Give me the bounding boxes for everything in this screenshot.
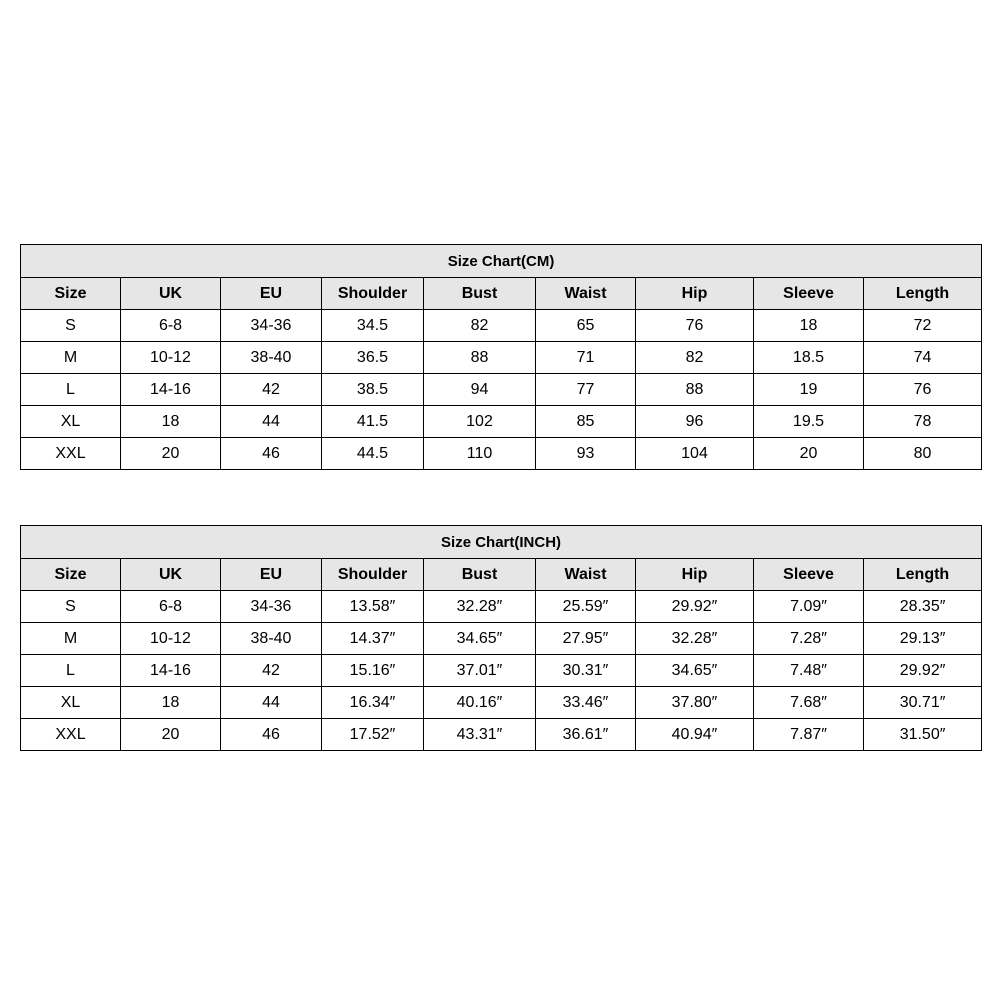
table-cell: 33.46″ [536,687,636,719]
table-cell: XL [21,687,121,719]
table-cell: 77 [536,374,636,406]
table-cell: 32.28″ [636,623,754,655]
table-cell: 110 [424,438,536,470]
table-cell: 25.59″ [536,591,636,623]
table-cell: 37.80″ [636,687,754,719]
table-cell: 34-36 [221,310,322,342]
table-cell: 41.5 [322,406,424,438]
column-header-shoulder: Shoulder [322,278,424,310]
table-row [21,655,982,687]
column-header-sleeve: Sleeve [754,278,864,310]
table-cell: 18.5 [754,342,864,374]
table-cell: 82 [636,342,754,374]
table-cell: 20 [121,438,221,470]
table-cell: XXL [21,719,121,751]
column-header-sleeve: Sleeve [754,559,864,591]
header-row [21,278,982,310]
column-header-length: Length [864,559,982,591]
column-header-hip: Hip [636,278,754,310]
column-header-eu: EU [221,559,322,591]
table-cell: 38.5 [322,374,424,406]
table-cell: 74 [864,342,982,374]
table-row [21,310,982,342]
table-cell: 18 [754,310,864,342]
table-cell: XXL [21,438,121,470]
title-row [21,245,982,278]
table-cell: 96 [636,406,754,438]
table-cell: 34.5 [322,310,424,342]
table-row [21,591,982,623]
table-row [21,623,982,655]
table-cell: 88 [636,374,754,406]
table-cell: 28.35″ [864,591,982,623]
table-cell: 29.92″ [864,655,982,687]
table-cell: 29.13″ [864,623,982,655]
table-row [21,687,982,719]
table-cell: 7.68″ [754,687,864,719]
column-header-uk: UK [121,559,221,591]
table-cell: M [21,623,121,655]
table-cell: 14-16 [121,374,221,406]
column-header-shoulder: Shoulder [322,559,424,591]
table-cell: 6-8 [121,310,221,342]
table-cell: 20 [754,438,864,470]
table-cell: 44 [221,687,322,719]
column-header-bust: Bust [424,559,536,591]
size-chart-inch-table [20,525,982,751]
table-cell: 10-12 [121,342,221,374]
table-cell: 102 [424,406,536,438]
table-cell: 43.31″ [424,719,536,751]
table-cell: 104 [636,438,754,470]
size-chart-cm-table [20,244,982,470]
table-cell: 44 [221,406,322,438]
table-cell: 65 [536,310,636,342]
table-row [21,406,982,438]
table-cell: 36.5 [322,342,424,374]
table-cell: 13.58″ [322,591,424,623]
table-cell: 37.01″ [424,655,536,687]
header-row [21,559,982,591]
column-header-size: Size [21,278,121,310]
table-cell: 31.50″ [864,719,982,751]
table-cell: 72 [864,310,982,342]
table-cell: S [21,591,121,623]
table-cell: 42 [221,374,322,406]
table-cell: 82 [424,310,536,342]
table-row [21,374,982,406]
table-cell: 7.48″ [754,655,864,687]
table-cell: 6-8 [121,591,221,623]
title-row [21,526,982,559]
table-cell: 40.94″ [636,719,754,751]
table-cell: M [21,342,121,374]
table-cell: 85 [536,406,636,438]
table-cell: XL [21,406,121,438]
table-row [21,342,982,374]
table-cell: 71 [536,342,636,374]
table-row [21,719,982,751]
table-cell: L [21,655,121,687]
table-title: Size Chart(CM) [21,245,982,278]
table-cell: 19.5 [754,406,864,438]
column-header-bust: Bust [424,278,536,310]
table-cell: 32.28″ [424,591,536,623]
table-cell: 76 [864,374,982,406]
table-cell: 38-40 [221,623,322,655]
table-cell: 15.16″ [322,655,424,687]
table-cell: 44.5 [322,438,424,470]
table-cell: 34.65″ [636,655,754,687]
table-row [21,438,982,470]
table-cell: 34-36 [221,591,322,623]
column-header-waist: Waist [536,278,636,310]
table-cell: 38-40 [221,342,322,374]
table-cell: 42 [221,655,322,687]
table-cell: 20 [121,719,221,751]
table-cell: 40.16″ [424,687,536,719]
table-cell: 30.71″ [864,687,982,719]
table-cell: 16.34″ [322,687,424,719]
column-header-eu: EU [221,278,322,310]
table-cell: 36.61″ [536,719,636,751]
column-header-hip: Hip [636,559,754,591]
column-header-size: Size [21,559,121,591]
table-cell: S [21,310,121,342]
table-cell: 46 [221,438,322,470]
table-cell: 76 [636,310,754,342]
table-cell: 78 [864,406,982,438]
table-cell: 10-12 [121,623,221,655]
table-cell: 80 [864,438,982,470]
table-cell: 18 [121,687,221,719]
table-cell: 30.31″ [536,655,636,687]
column-header-waist: Waist [536,559,636,591]
table-cell: 94 [424,374,536,406]
table-cell: 14-16 [121,655,221,687]
table-cell: 7.28″ [754,623,864,655]
table-cell: 7.09″ [754,591,864,623]
table-cell: 93 [536,438,636,470]
column-header-length: Length [864,278,982,310]
table-cell: 14.37″ [322,623,424,655]
table-cell: L [21,374,121,406]
table-cell: 29.92″ [636,591,754,623]
table-cell: 46 [221,719,322,751]
table-title: Size Chart(INCH) [21,526,982,559]
table-cell: 27.95″ [536,623,636,655]
table-cell: 18 [121,406,221,438]
column-header-uk: UK [121,278,221,310]
table-cell: 17.52″ [322,719,424,751]
table-cell: 88 [424,342,536,374]
table-cell: 7.87″ [754,719,864,751]
table-cell: 34.65″ [424,623,536,655]
table-cell: 19 [754,374,864,406]
